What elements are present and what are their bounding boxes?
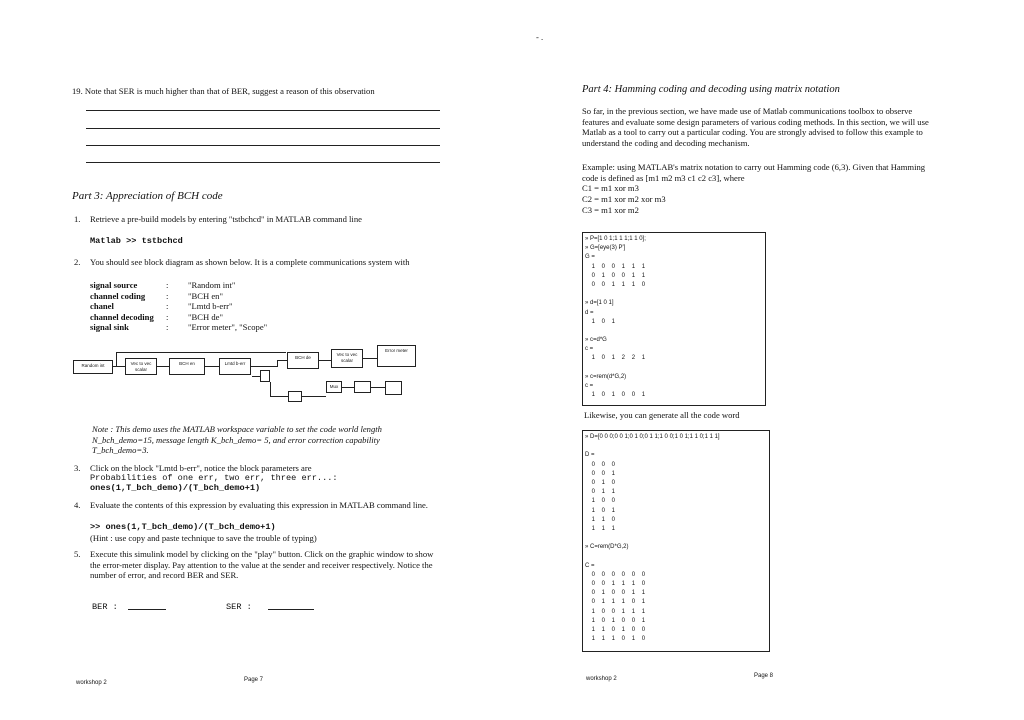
component-row: signal sink : "Error meter", "Scope" [90, 322, 268, 332]
code-line: G = [585, 254, 595, 261]
item-1-text: Retrieve a pre-build models by entering "tstbchcd" in MATLAB command line [90, 214, 362, 224]
item-number: 1. [74, 214, 81, 224]
code-line [585, 327, 765, 336]
code-line: 1 1 1 0 1 0 [585, 636, 646, 643]
part4-title: Part 4: Hamming coding and decoding using matrix notation [582, 84, 840, 95]
code-line: » d=[1 0 1] [585, 300, 614, 307]
bch-decoder-block: BCH de [287, 352, 319, 369]
item-number: 5. [74, 549, 81, 559]
note: Note : This demo uses the MATLAB workspace variable to set the code world length N_bch_demo=15, message length K_bch_demo= 5, and error correction capability T_bch_demo=3. [92, 424, 382, 455]
code-line: 0 1 0 0 1 1 [585, 590, 646, 597]
code-line: 1 0 0 [585, 498, 616, 505]
code-line: 0 1 0 0 1 1 [585, 272, 646, 279]
c1-definition: C1 = m1 xor m3 [582, 183, 639, 193]
lmtd-b-err-block: Lmtd b-err [219, 358, 251, 375]
component-list [90, 280, 430, 333]
code-line: d = [585, 309, 594, 316]
component-row: channel coding : "BCH en" [90, 290, 223, 301]
code-line: 0 0 1 [585, 470, 616, 477]
code-line: 1 1 1 [585, 525, 616, 532]
code-line: c = [585, 346, 594, 353]
matlab-output-box-1 [582, 232, 766, 406]
sum-block [288, 391, 302, 402]
code-line: 1 0 1 2 2 1 [585, 355, 646, 362]
ber-label: BER : [92, 602, 118, 612]
scan-mark: - . [536, 32, 544, 42]
footer-page: Page 8 [754, 673, 774, 679]
gain-block [260, 370, 270, 382]
code-line [585, 534, 769, 543]
c2-definition: C2 = m1 xor m2 xor m3 [582, 194, 666, 204]
mux-block: Mux [326, 381, 342, 393]
code-line: » C=rem(D*G,2) [585, 544, 629, 551]
error-meter-block: Error meter [377, 345, 416, 367]
vec-to-scalar-block-2: Vec to vec scalar [331, 349, 363, 368]
item-3-text: Click on the block "Lmtd b-err", notice the block parameters are [90, 463, 312, 473]
ser-label: SER : [226, 602, 252, 612]
item-3-expression: ones(1,T_bch_demo)/(T_bch_demo+1) [90, 483, 261, 493]
item-4-hint: (Hint : use copy and paste technique to save the trouble of typing) [90, 533, 317, 543]
c3-definition: C3 = m1 xor m2 [582, 205, 639, 215]
item-1-command: Matlab >> tstbchcd [90, 236, 183, 246]
item-4-text: Evaluate the contents of this expression by evaluating this expression in MATLAB command line. [90, 500, 428, 510]
box-1-content [583, 233, 765, 400]
component-row: chanel : "Lmtd b-err" [90, 301, 233, 311]
vec-to-scalar-block: Vec to vec scalar [125, 358, 157, 375]
example-paragraph: Example: using MATLAB's matrix notation to carry out Hamming code (6,3). Given that Hamming code is defined as [m1 m2 m3 c1 c2 c3], where [582, 162, 926, 183]
code-line [585, 364, 765, 373]
code-line: 0 0 0 [585, 461, 616, 468]
footer-page: Page 7 [244, 677, 264, 683]
component-row: signal source : "Random int" [90, 280, 236, 290]
code-line: 0 0 0 0 0 0 [585, 571, 646, 578]
item-2-text: You should see block diagram as shown below. It is a complete communications system with [90, 257, 410, 267]
code-line: 1 0 1 0 0 1 [585, 617, 646, 624]
code-line: » P=[1 0 1;1 1 1;1 1 0]; [585, 236, 646, 242]
ber-answer-line [128, 609, 166, 610]
code-line: 0 1 1 1 0 1 [585, 599, 646, 606]
code-line: » c=d*G [585, 337, 607, 344]
code-line: » D=[0 0 0;0 0 1;0 1 0;0 1 1;1 0 0;1 0 1;1 1 0;1 1 1] [585, 434, 720, 440]
code-line: » c=rem(d*G,2) [585, 373, 627, 380]
item-number: 4. [74, 500, 81, 510]
answer-line [86, 145, 440, 146]
item-5-text: Execute this simulink model by clicking on the "play" button. Click on the graphic window to show the error-meter display. Pay attention to the value at the sender and receiver respectively. Notice the number of error, and record BER and SER. [90, 549, 434, 580]
code-line: 1 0 0 1 1 1 [585, 263, 646, 270]
scope-block [385, 381, 402, 395]
code-line: 1 0 1 [585, 318, 616, 325]
intro-paragraph: So far, in the previous section, we have made use of Matlab communications toolbox to observe features and evaluate some design parameters of various coding methods. In this section, we will use Matlab as a tool to carry out a particular coding. You are strongly advised to follow this example to understand the coding and decoding mechanism. [582, 106, 929, 148]
code-line: 0 1 1 [585, 489, 616, 496]
code-line: C = [585, 562, 595, 569]
item-number: 3. [74, 463, 81, 473]
footer-left: workshop 2 [76, 680, 107, 686]
code-line: D = [585, 452, 595, 459]
code-line: 0 0 1 1 1 0 [585, 281, 646, 288]
answer-line [86, 162, 440, 163]
random-int-block: Random int [73, 360, 113, 374]
code-line: 1 1 0 1 0 0 [585, 626, 646, 633]
matlab-output-box-2 [582, 430, 770, 652]
display-block [354, 381, 371, 393]
code-line: 1 0 1 [585, 507, 616, 514]
question-19: 19. Note that SER is much higher than that of BER, suggest a reason of this observation [72, 86, 375, 96]
box-2-content [583, 431, 769, 644]
ser-answer-line [268, 609, 314, 610]
item-3-params: Probabilities of one err, two err, three err...: [90, 473, 338, 483]
item-number: 2. [74, 257, 81, 267]
code-line: c = [585, 383, 594, 389]
code-line: 0 1 0 [585, 479, 616, 486]
code-line [585, 442, 769, 451]
bch-encoder-block: BCH en [169, 358, 205, 375]
code-line: 1 0 1 0 0 1 [585, 392, 646, 399]
footer-left: workshop 2 [586, 676, 617, 682]
answer-line [86, 128, 440, 129]
part3-title: Part 3: Appreciation of BCH code [72, 190, 223, 202]
code-line: 1 1 0 [585, 516, 616, 523]
code-line: » G=[eye(3) P'] [585, 245, 626, 252]
code-line [585, 552, 769, 561]
component-row: channel decoding : "BCH de" [90, 311, 223, 322]
answer-line [86, 110, 440, 111]
code-line [585, 290, 765, 299]
code-line: 0 0 1 1 1 0 [585, 581, 646, 587]
code-line: 1 0 0 1 1 1 [585, 608, 646, 615]
likewise-text: Likewise, you can generate all the code word [584, 410, 740, 420]
item-4-command: >> ones(1,T_bch_demo)/(T_bch_demo+1) [90, 522, 276, 532]
